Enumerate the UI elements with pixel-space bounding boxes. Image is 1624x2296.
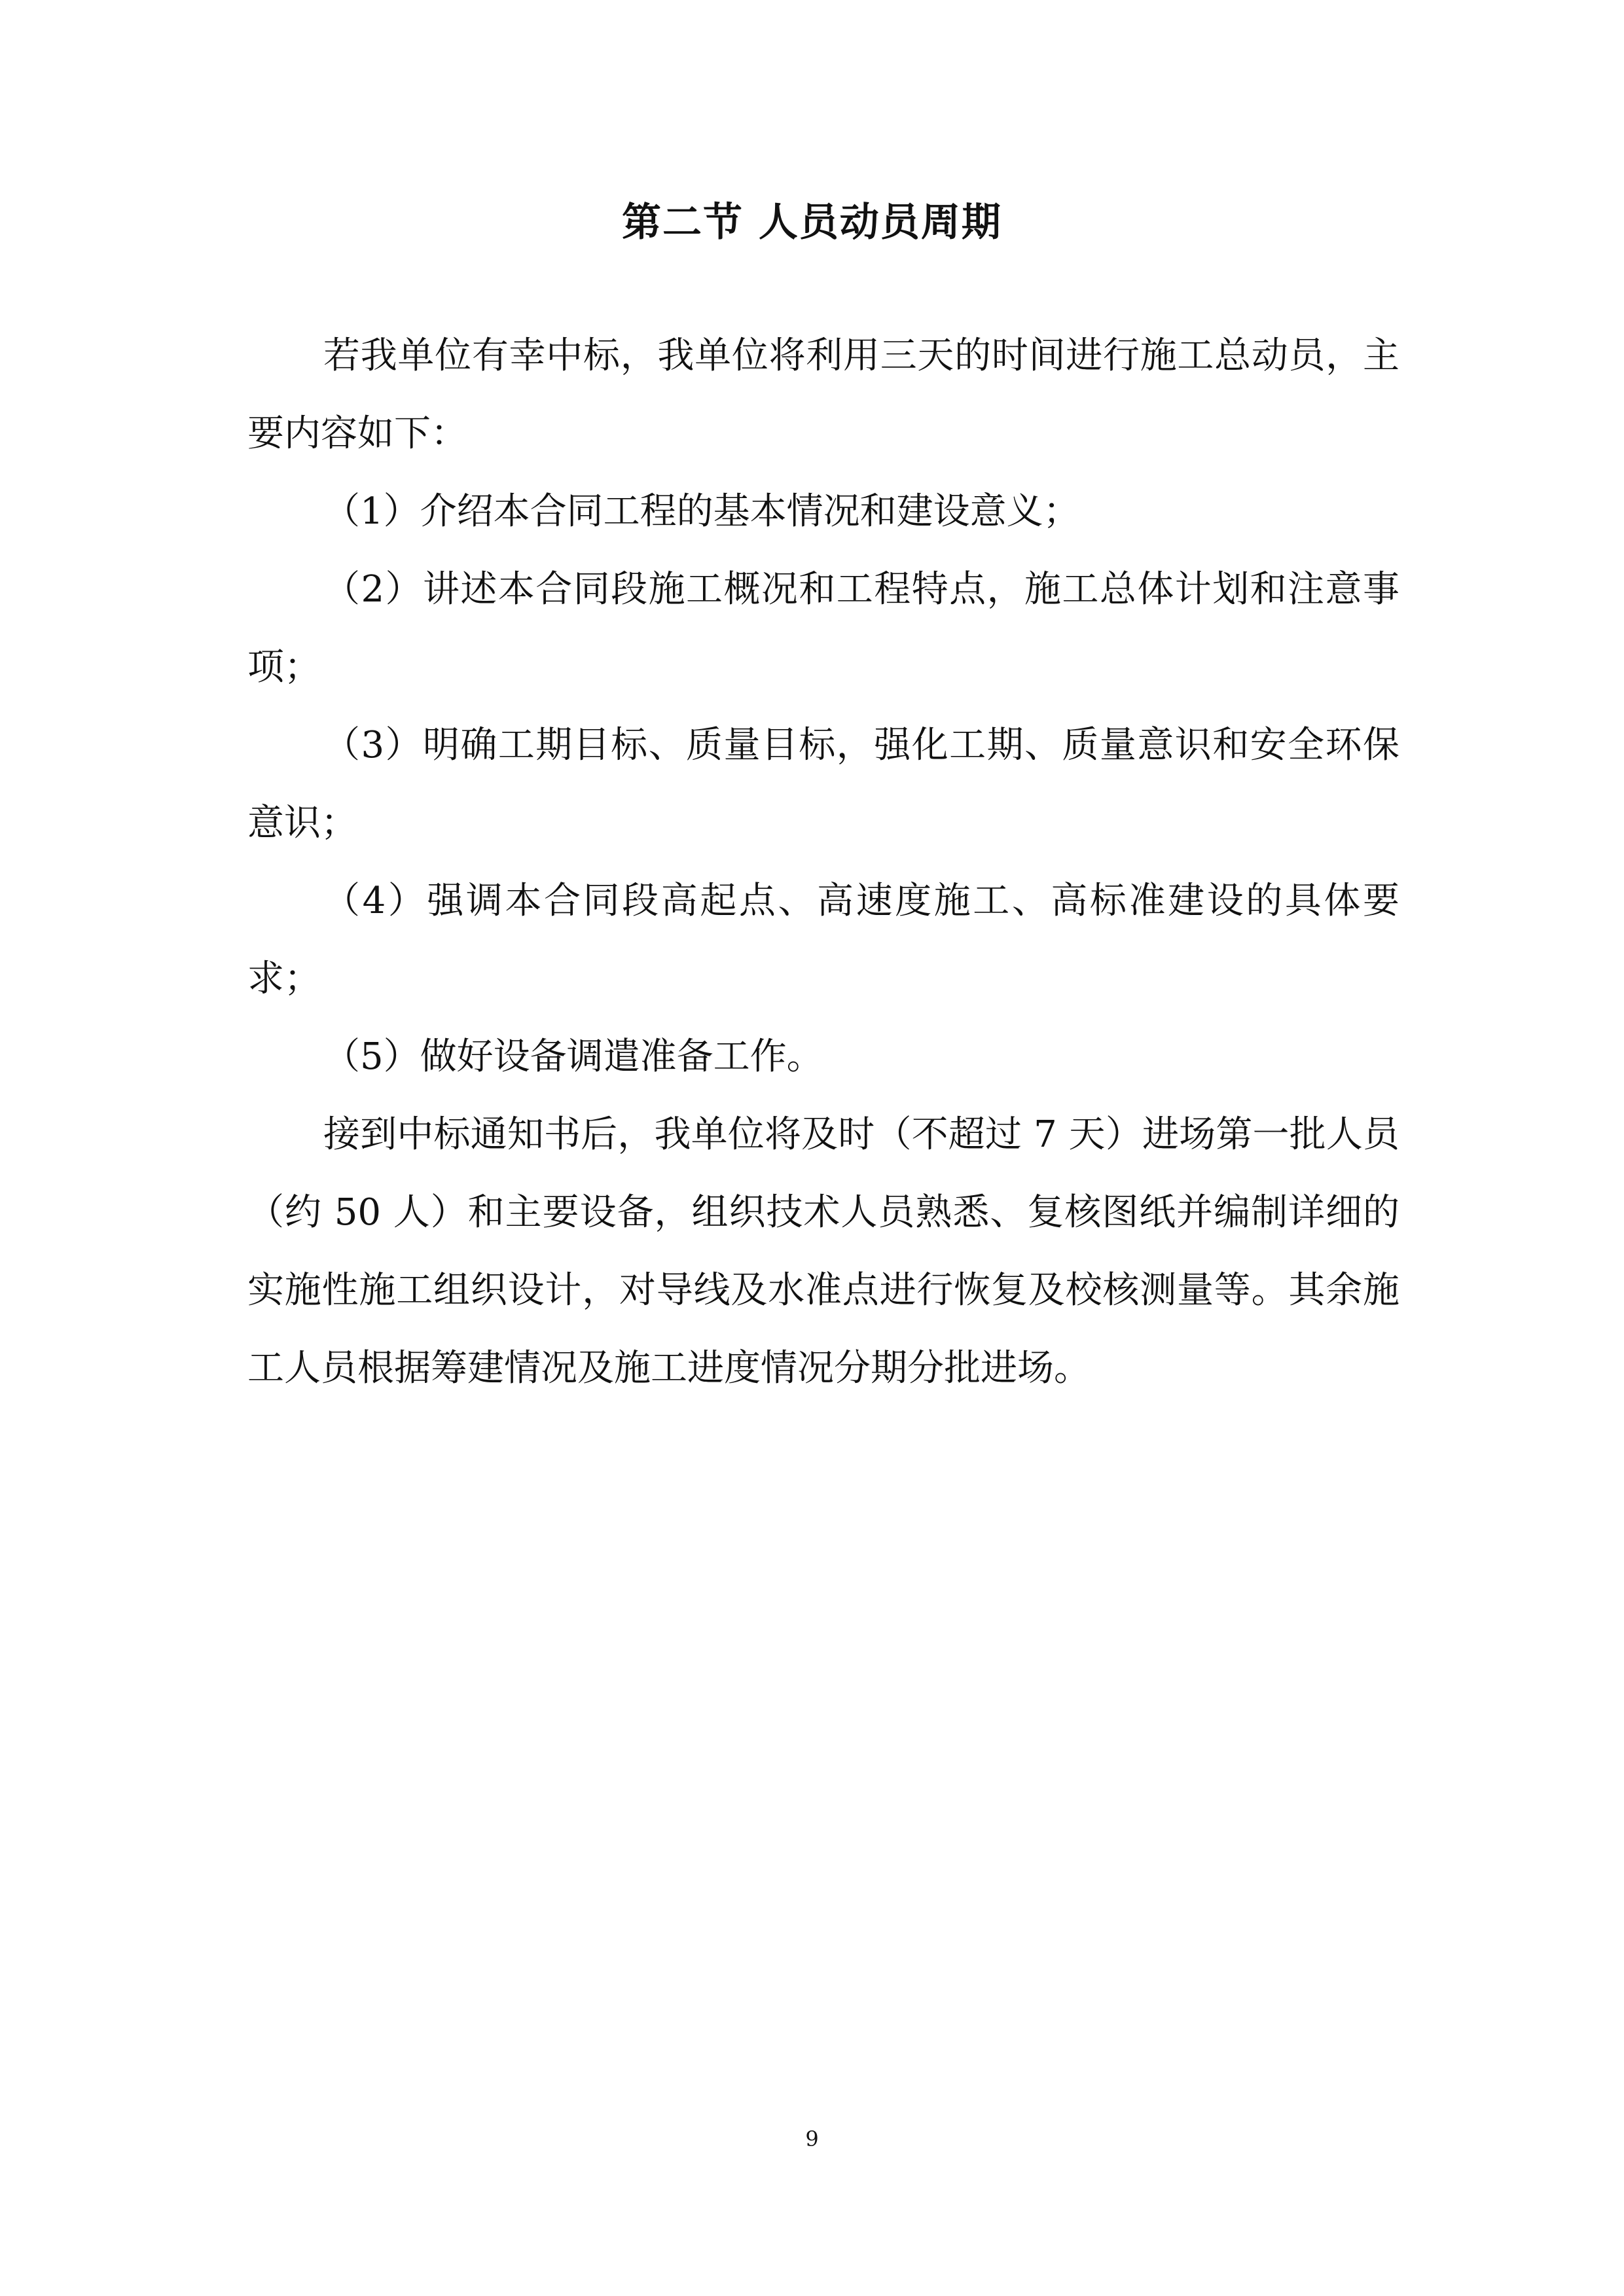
list-item-1: （1）介绍本合同工程的基本情况和建设意义； — [323, 490, 1080, 533]
closing-paragraph: 接到中标通知书后，我单位将及时（不超过 7 天）进场第一批人员（约 50 人）和主要设备，组织技术人员熟悉、复核图纸并编制详细的实施性施工组织设计，对导线及水准点进行恢复及校核测量等。其余施工人员根据筹建情况及施工进度情况分期分批进场。 — [247, 1113, 1399, 1390]
list-item-2: （2）讲述本合同段施工概况和工程特点，施工总体计划和注意事项； — [247, 568, 1399, 689]
list-item-3: （3）明确工期目标、质量目标，强化工期、质量意识和安全环保意识； — [247, 724, 1399, 844]
document-body — [247, 317, 1399, 1407]
intro-paragraph: 若我单位有幸中标，我单位将利用三天的时间进行施工总动员，主要内容如下： — [247, 334, 1399, 455]
section-title: 第二节 人员动员周期 — [622, 200, 1002, 245]
list-item-4: （4）强调本合同段高起点、高速度施工、高标准建设的具体要求； — [247, 880, 1399, 1000]
list-item-5: （5）做好设备调遣准备工作。 — [323, 1035, 823, 1078]
page-number: 9 — [805, 2126, 819, 2151]
